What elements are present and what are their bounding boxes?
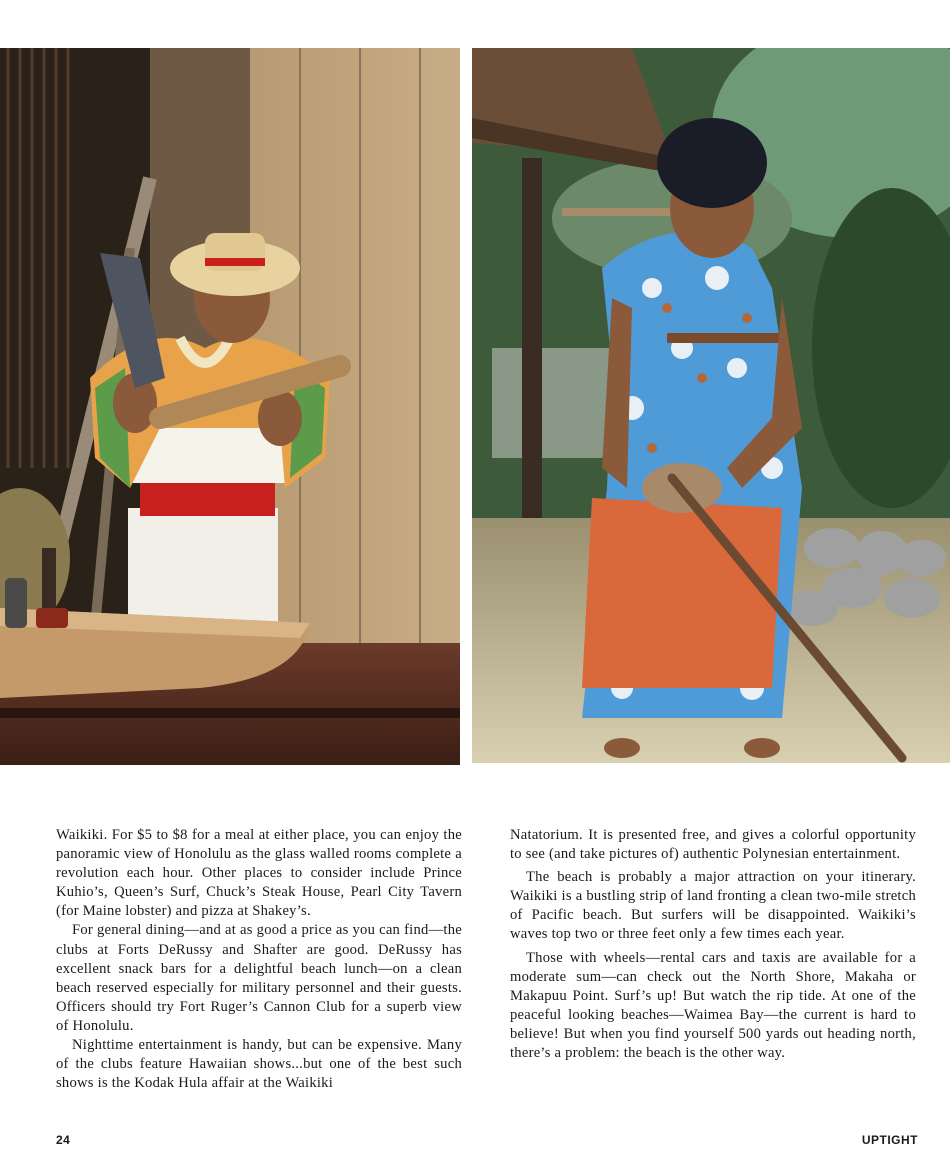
- paragraph: Waikiki. For $5 to $8 for a meal at either place, you can enjoy the panoramic view of Honolulu as the glass walled rooms complete a revolution each hour. Other places to consider include Prince Kuhio’s, Queen’s Surf, Chuck’s Steak House, Pearl City Tavern (for Maine lobster) and pizza at Shakey’s.: [56, 827, 462, 920]
- paragraph: Those with wheels—rental cars and taxis are available for a moderate sum—can check out the North Shore, Makaha or Makapuu Point. Surf’s up! But watch the rip tide. At one of the peaceful looking beaches—Waimea Bay—the current is hard to believe! But when you find yourself 500 yards out heading north, there’s a problem: the beach is the other way.: [510, 949, 916, 1062]
- photo-illustration: [472, 48, 950, 763]
- article-left-column: [56, 826, 462, 1093]
- paragraph: Nighttime entertainment is handy, but can be expensive. Many of the clubs feature Hawaiian shows...but one of the best such shows is the Kodak Hula affair at the Waikiki: [56, 1037, 462, 1092]
- photo-woman-with-stick: [472, 48, 950, 763]
- paragraph: For general dining—and at as good a price as you can find—the clubs at Forts DeRussy and Shafter are good. DeRussy has excellent snack bars for a delightful beach lunch—on a clean beach reserved especially for military personnel and their guests. Officers should try Fort Ruger’s Cannon Club for a superb view of Honolulu.: [56, 922, 462, 1034]
- article-right-column: [510, 826, 916, 1063]
- magazine-name: UPTIGHT: [861, 1133, 918, 1147]
- page-number: 24: [56, 1133, 71, 1147]
- photo-man-with-adze: [0, 48, 460, 765]
- paragraph: Natatorium. It is presented free, and gives a colorful opportunity to see (and take pictures of) authentic Polynesian entertainment.: [510, 827, 916, 863]
- paragraph: The beach is probably a major attraction on your itinerary. Waikiki is a bustling strip of land fronting a clean two-mile stretch of Pacific beach. But surfers will be disappointed. Waikiki’s waves top two or three feet only a few times each year.: [510, 869, 916, 943]
- photo-illustration: [0, 48, 460, 765]
